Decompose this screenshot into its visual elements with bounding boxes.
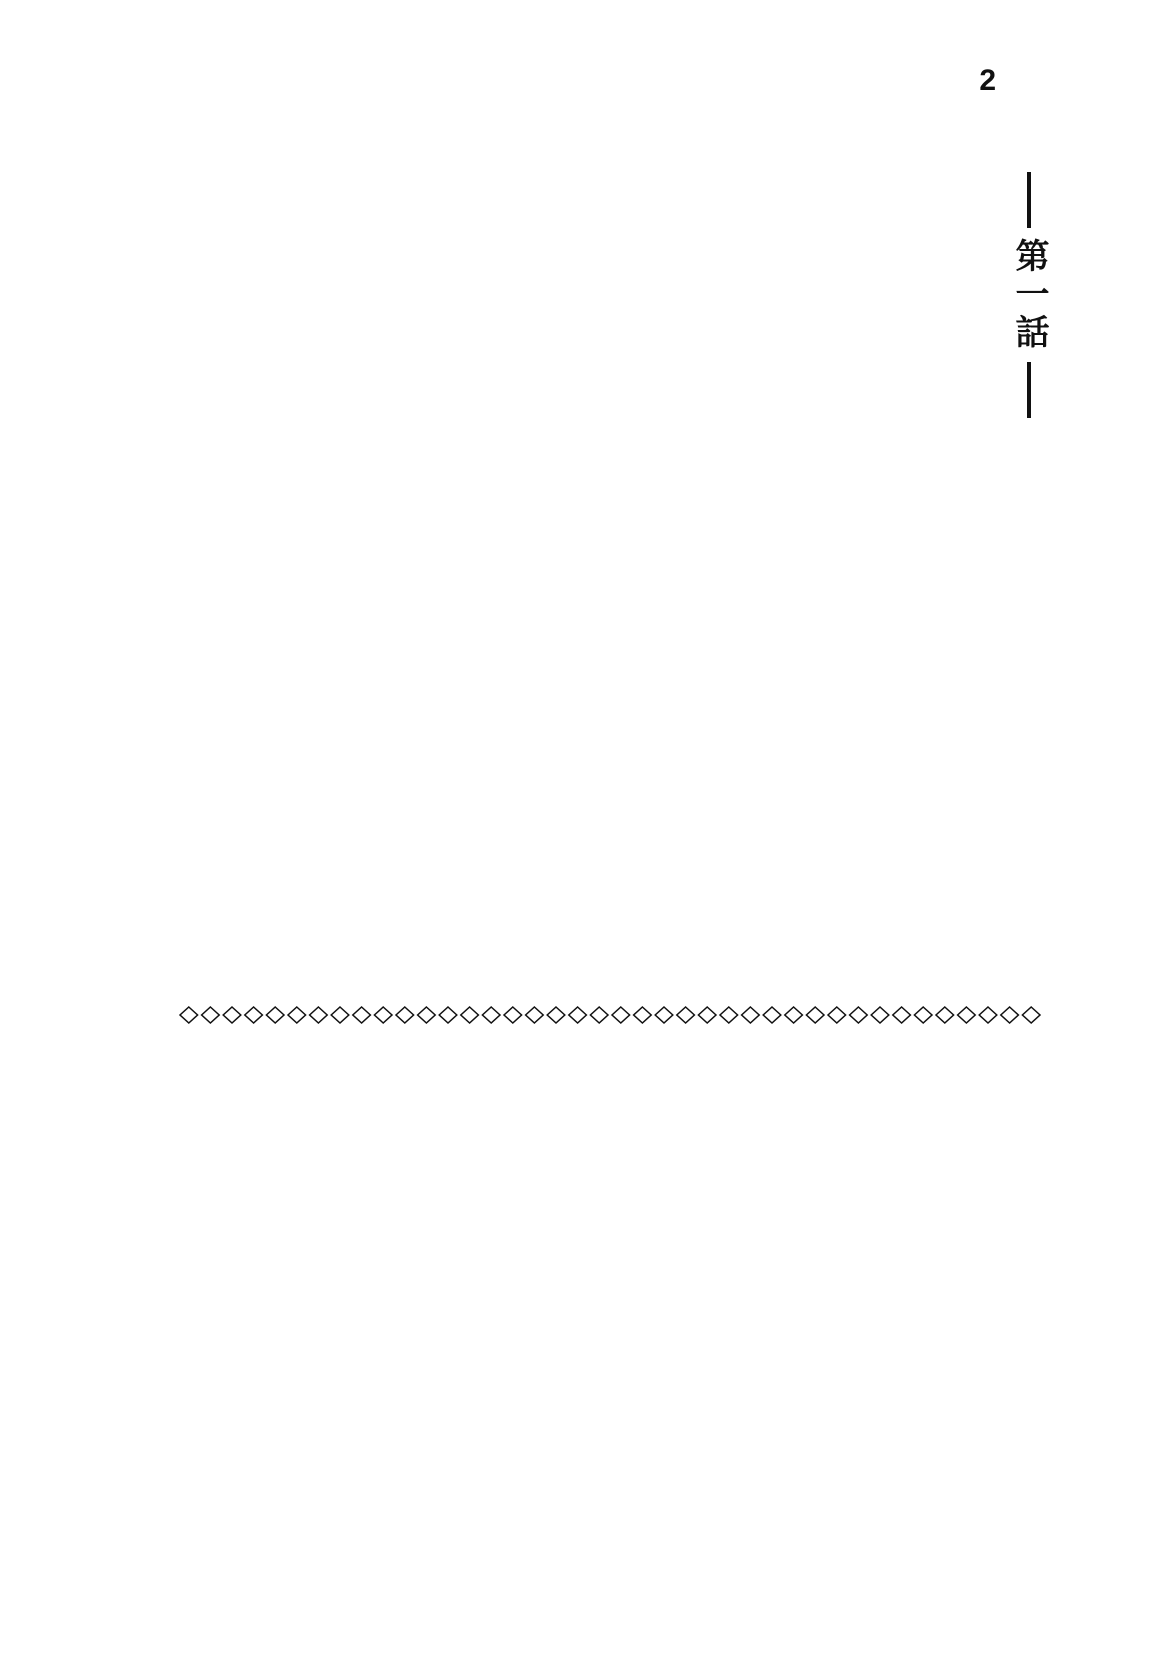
divider-diamond [1022, 1007, 1040, 1023]
divider-diamond [266, 1007, 284, 1023]
divider-diamond [677, 1007, 695, 1023]
divider-diamond [202, 1007, 220, 1023]
divider-diamond [418, 1007, 436, 1023]
divider-diamond [439, 1007, 457, 1023]
divider-diamond [374, 1007, 392, 1023]
chapter-heading [1000, 172, 1058, 528]
page-number: 2 [979, 64, 996, 97]
divider-diamond [979, 1007, 997, 1023]
divider-diamond [1001, 1007, 1019, 1023]
divider-diamond [936, 1007, 954, 1023]
divider-diamond [353, 1007, 371, 1023]
divider-diamond [634, 1007, 652, 1023]
divider-diamond [850, 1007, 868, 1023]
body-text-upper [172, 154, 1002, 974]
divider-diamond [288, 1007, 306, 1023]
divider-diamond [612, 1007, 630, 1023]
divider-diamond [958, 1007, 976, 1023]
divider-diamond [720, 1007, 738, 1023]
divider-diamond [785, 1007, 803, 1023]
divider-diamond [590, 1007, 608, 1023]
divider-diamonds [180, 1007, 1040, 1023]
divider-diamond [482, 1007, 500, 1023]
divider-diamond [461, 1007, 479, 1023]
chapter-line-top [1027, 172, 1031, 228]
divider-diamond [396, 1007, 414, 1023]
section-divider [178, 1004, 1042, 1026]
divider-diamond [828, 1007, 846, 1023]
divider-diamond [698, 1007, 716, 1023]
divider-diamond [504, 1007, 522, 1023]
divider-diamond [547, 1007, 565, 1023]
divider-diamond [526, 1007, 544, 1023]
divider-diamond [893, 1007, 911, 1023]
divider-diamond [742, 1007, 760, 1023]
divider-diamond [914, 1007, 932, 1023]
divider-diamond [245, 1007, 263, 1023]
chapter-line-bottom [1027, 362, 1031, 418]
divider-diamond [223, 1007, 241, 1023]
chapter-title: 第一話 [1009, 238, 1049, 352]
divider-diamond [871, 1007, 889, 1023]
divider-diamond [310, 1007, 328, 1023]
divider-diamond [806, 1007, 824, 1023]
divider-diamond [180, 1007, 198, 1023]
divider-diamond [331, 1007, 349, 1023]
body-text-lower [166, 1044, 1046, 1604]
divider-diamond [569, 1007, 587, 1023]
divider-diamond [763, 1007, 781, 1023]
divider-diamond [655, 1007, 673, 1023]
